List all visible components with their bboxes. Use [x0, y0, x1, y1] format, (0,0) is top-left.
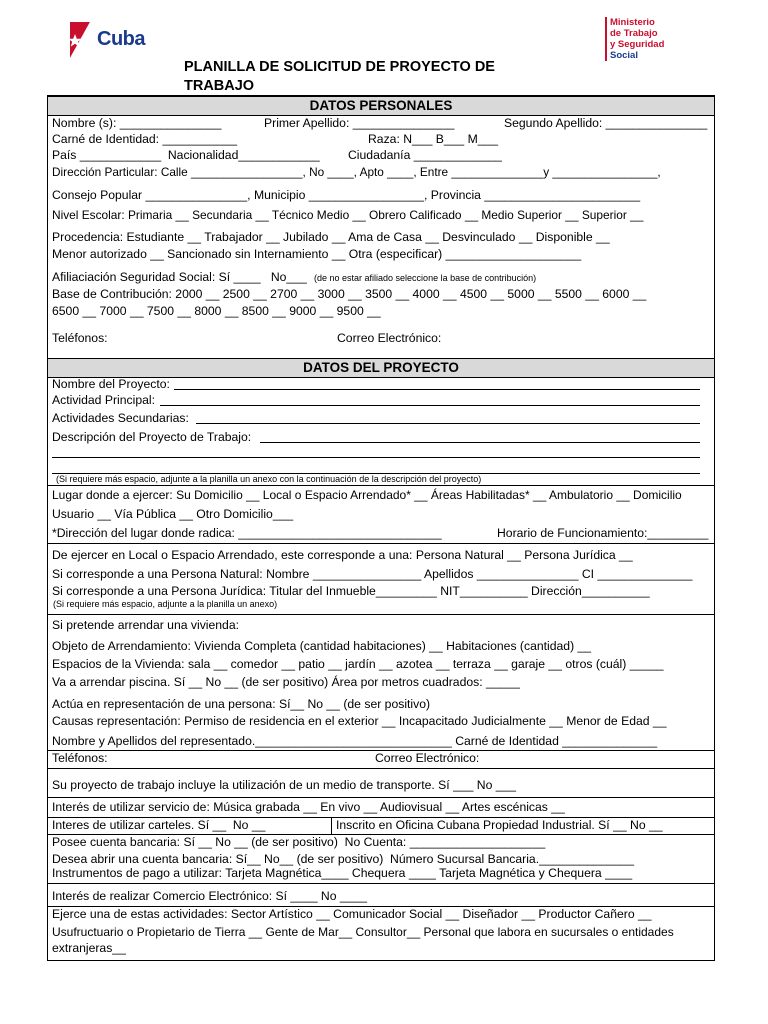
field-consejo-municipio-provincia[interactable]: Consejo Popular _______________, Municipio _________________, Provincia _______________________ [52, 188, 641, 202]
field-nombre[interactable]: Nombre (s): _______________ [52, 116, 222, 130]
form-title: PLANILLA DE SOLICITUD DE PROYECTO DE TRABAJO [184, 59, 495, 94]
field-local-espacio[interactable]: De ejercer en Local o Espacio Arrendado, este corresponde a una: Persona Natural __ Persona Jurídica __ [52, 548, 633, 562]
field-instrumentos-pago[interactable]: Instrumentos de pago a utilizar: Tarjeta Magnética____ Chequera ____ Tarjeta Magnética y Chequera ____ [52, 866, 633, 880]
field-persona-juridica[interactable]: Si corresponde a una Persona Jurídica: Titular del Inmueble_________ NIT__________ Dirección__________ [52, 584, 650, 598]
field-base-contribucion-1[interactable]: Base de Contribución: 2000 __ 2500 __ 2700 __ 3000 __ 3500 __ 4000 __ 4500 __ 5000 __ 5500 __ 6000 __ [52, 287, 647, 301]
cell-divider [331, 817, 332, 834]
ministry-logo [605, 17, 675, 63]
field-servicio[interactable]: Interés de utilizar servicio de: Música grabada __ En vivo __ Audiovisual __ Artes escénicas __ [52, 800, 565, 814]
field-transporte[interactable]: Su proyecto de trabajo incluye la utilización de un medio de transporte. Sí ___ No ___ [52, 778, 517, 792]
cuba-flag-icon [66, 20, 96, 60]
fill-line [260, 442, 700, 443]
field-segundo-apellido[interactable]: Segundo Apellido: _______________ [504, 116, 708, 130]
field-representacion[interactable]: Actúa en representación de una persona: Sí__ No __ (de ser positivo) [52, 697, 431, 711]
field-correo-proyecto[interactable]: Correo Electrónico: [375, 751, 480, 765]
juridica-note: (Si requiere más espacio, adjunte a la planilla un anexo) [53, 599, 278, 609]
fill-line [52, 457, 700, 458]
field-menor-autorizado[interactable]: Menor autorizado __ Sancionado sin Internamiento __ Otra (especificar) ____________________ [52, 247, 582, 261]
field-nombre-proyecto[interactable]: Nombre del Proyecto: [52, 377, 170, 391]
row-divider [48, 768, 714, 769]
fill-line [174, 389, 700, 390]
ministry-line-2: de Trabajo [610, 28, 658, 39]
field-persona-natural[interactable]: Si corresponde a una Persona Natural: Nombre ________________ Apellidos _______________ CI ______________ [52, 567, 693, 581]
field-carteles[interactable]: Interes de utilizar carteles. Sí __ No __ [52, 818, 266, 832]
field-representado[interactable]: Nombre y Apellidos del representado._____________________________ Carné de Identidad ______________ [52, 734, 658, 748]
field-correo-personal[interactable]: Correo Electrónico: [337, 331, 442, 345]
field-ejerce-actividades-1[interactable]: Ejerce una de estas actividades: Sector Artístico __ Comunicador Social __ Diseñador __ Productor Cañero __ [52, 907, 652, 921]
field-direccion-lugar[interactable]: *Dirección del lugar donde radica: ______________________________ [52, 526, 442, 540]
ministry-line-4: Social [610, 50, 638, 61]
row-divider [48, 883, 714, 884]
field-causas-representacion[interactable]: Causas representación: Permiso de residencia en el exterior __ Incapacitado Judicialmente __ Menor de Edad __ [52, 714, 667, 728]
field-carne[interactable]: Carné de Identidad: ___________ [52, 132, 238, 146]
field-primer-apellido[interactable]: Primer Apellido: _______________ [264, 116, 455, 130]
field-objeto-arrendamiento[interactable]: Objeto de Arrendamiento: Vivienda Completa (cantidad habitaciones) __ Habitaciones (cantidad) __ [52, 639, 592, 653]
field-telefonos-personal[interactable]: Teléfonos: [52, 331, 108, 345]
fill-line [196, 423, 700, 424]
field-lugar-ejercer-1[interactable]: Lugar donde a ejercer: Su Domicilio __ Local o Espacio Arrendado* __ Áreas Habilitadas* __ Ambulatorio __ Domicilio [52, 488, 682, 502]
field-base-contribucion-2[interactable]: 6500 __ 7000 __ 7500 __ 8000 __ 8500 __ 9000 __ 9500 __ [52, 304, 381, 318]
ministry-logo-bar [605, 17, 607, 61]
field-telefonos-proyecto[interactable]: Teléfonos: [52, 751, 108, 765]
field-procedencia[interactable]: Procedencia: Estudiante __ Trabajador __ Jubilado __ Ama de Casa __ Desvinculado __ Disponible __ [52, 230, 610, 244]
field-abrir-cuenta[interactable]: Desea abrir una cuenta bancaria: Sí__ No__ (de ser positivo) Número Sucursal Bancaria.______________ [52, 852, 634, 866]
field-ciudadania[interactable]: Ciudadanía _____________ [348, 148, 502, 162]
field-actividad-principal[interactable]: Actividad Principal: [52, 393, 155, 407]
field-ejerce-actividades-2[interactable]: Usufructuario o Propietario de Tierra __ Gente de Mar__ Consultor__ Personal que labora en sucursales o entidades [52, 925, 674, 939]
field-direccion[interactable]: Dirección Particular: Calle _________________, No ____, Apto ____, Entre ______________y ________________, [52, 165, 661, 179]
logo-text: Cuba [97, 28, 145, 50]
row-divider [48, 797, 714, 798]
ministry-line-1: Ministerio [610, 17, 655, 28]
field-cuenta-bancaria[interactable]: Posee cuenta bancaria: Sí __ No __ (de ser positivo) No Cuenta: ____________________ [52, 835, 546, 849]
vivienda-intro: Si pretende arrendar una vivienda: [52, 618, 239, 632]
row-divider [48, 543, 714, 544]
section-header-project: DATOS DEL PROYECTO [48, 358, 714, 378]
field-afiliacion[interactable]: Afiliaciación Seguridad Social: Sí ____ No___ [52, 270, 307, 284]
afiliacion-note: (de no estar afiliado seleccione la base de contribución) [314, 273, 537, 283]
field-descripcion[interactable]: Descripción del Proyecto de Trabajo: [52, 430, 252, 444]
ministry-logo-text [610, 17, 664, 61]
fill-line [160, 405, 700, 406]
field-nivel-escolar[interactable]: Nivel Escolar: Primaria __ Secundaria __ Técnico Medio __ Obrero Calificado __ Medio Superior __ Superior __ [52, 208, 644, 222]
row-divider [48, 614, 714, 615]
descripcion-note: (Si requiere más espacio, adjunte a la planilla un anexo con la continuación de la descripción del proyecto) [56, 474, 482, 484]
ministry-line-3: y Seguridad [610, 39, 665, 50]
cuba-logo [66, 20, 146, 62]
field-ejerce-actividades-3[interactable]: extranjeras__ [52, 941, 126, 955]
field-horario[interactable]: Horario de Funcionamiento:_________ [497, 526, 709, 540]
field-actividades-secundarias[interactable]: Actividades Secundarias: [52, 411, 189, 425]
field-pais-nacionalidad[interactable]: País ____________ Nacionalidad____________ [52, 148, 320, 162]
field-raza[interactable]: Raza: N___ B___ M___ [368, 132, 499, 146]
section-header-personal: DATOS PERSONALES [48, 96, 714, 116]
row-divider [48, 485, 714, 486]
field-propiedad-industrial[interactable]: Inscrito en Oficina Cubana Propiedad Industrial. Sí __ No __ [336, 818, 663, 832]
field-lugar-ejercer-2[interactable]: Usuario __ Vía Pública __ Otro Domicilio___ [52, 507, 294, 521]
field-comercio-electronico[interactable]: Interés de realizar Comercio Electrónico: Sí ____ No ____ [52, 889, 368, 903]
field-espacios-vivienda[interactable]: Espacios de la Vivienda: sala __ comedor __ patio __ jardín __ azotea __ terraza __ garaje __ otros (cuál) _____ [52, 657, 664, 671]
field-piscina[interactable]: Va a arrendar piscina. Sí __ No __ (de ser positivo) Área por metros cuadrados: _____ [52, 675, 520, 689]
